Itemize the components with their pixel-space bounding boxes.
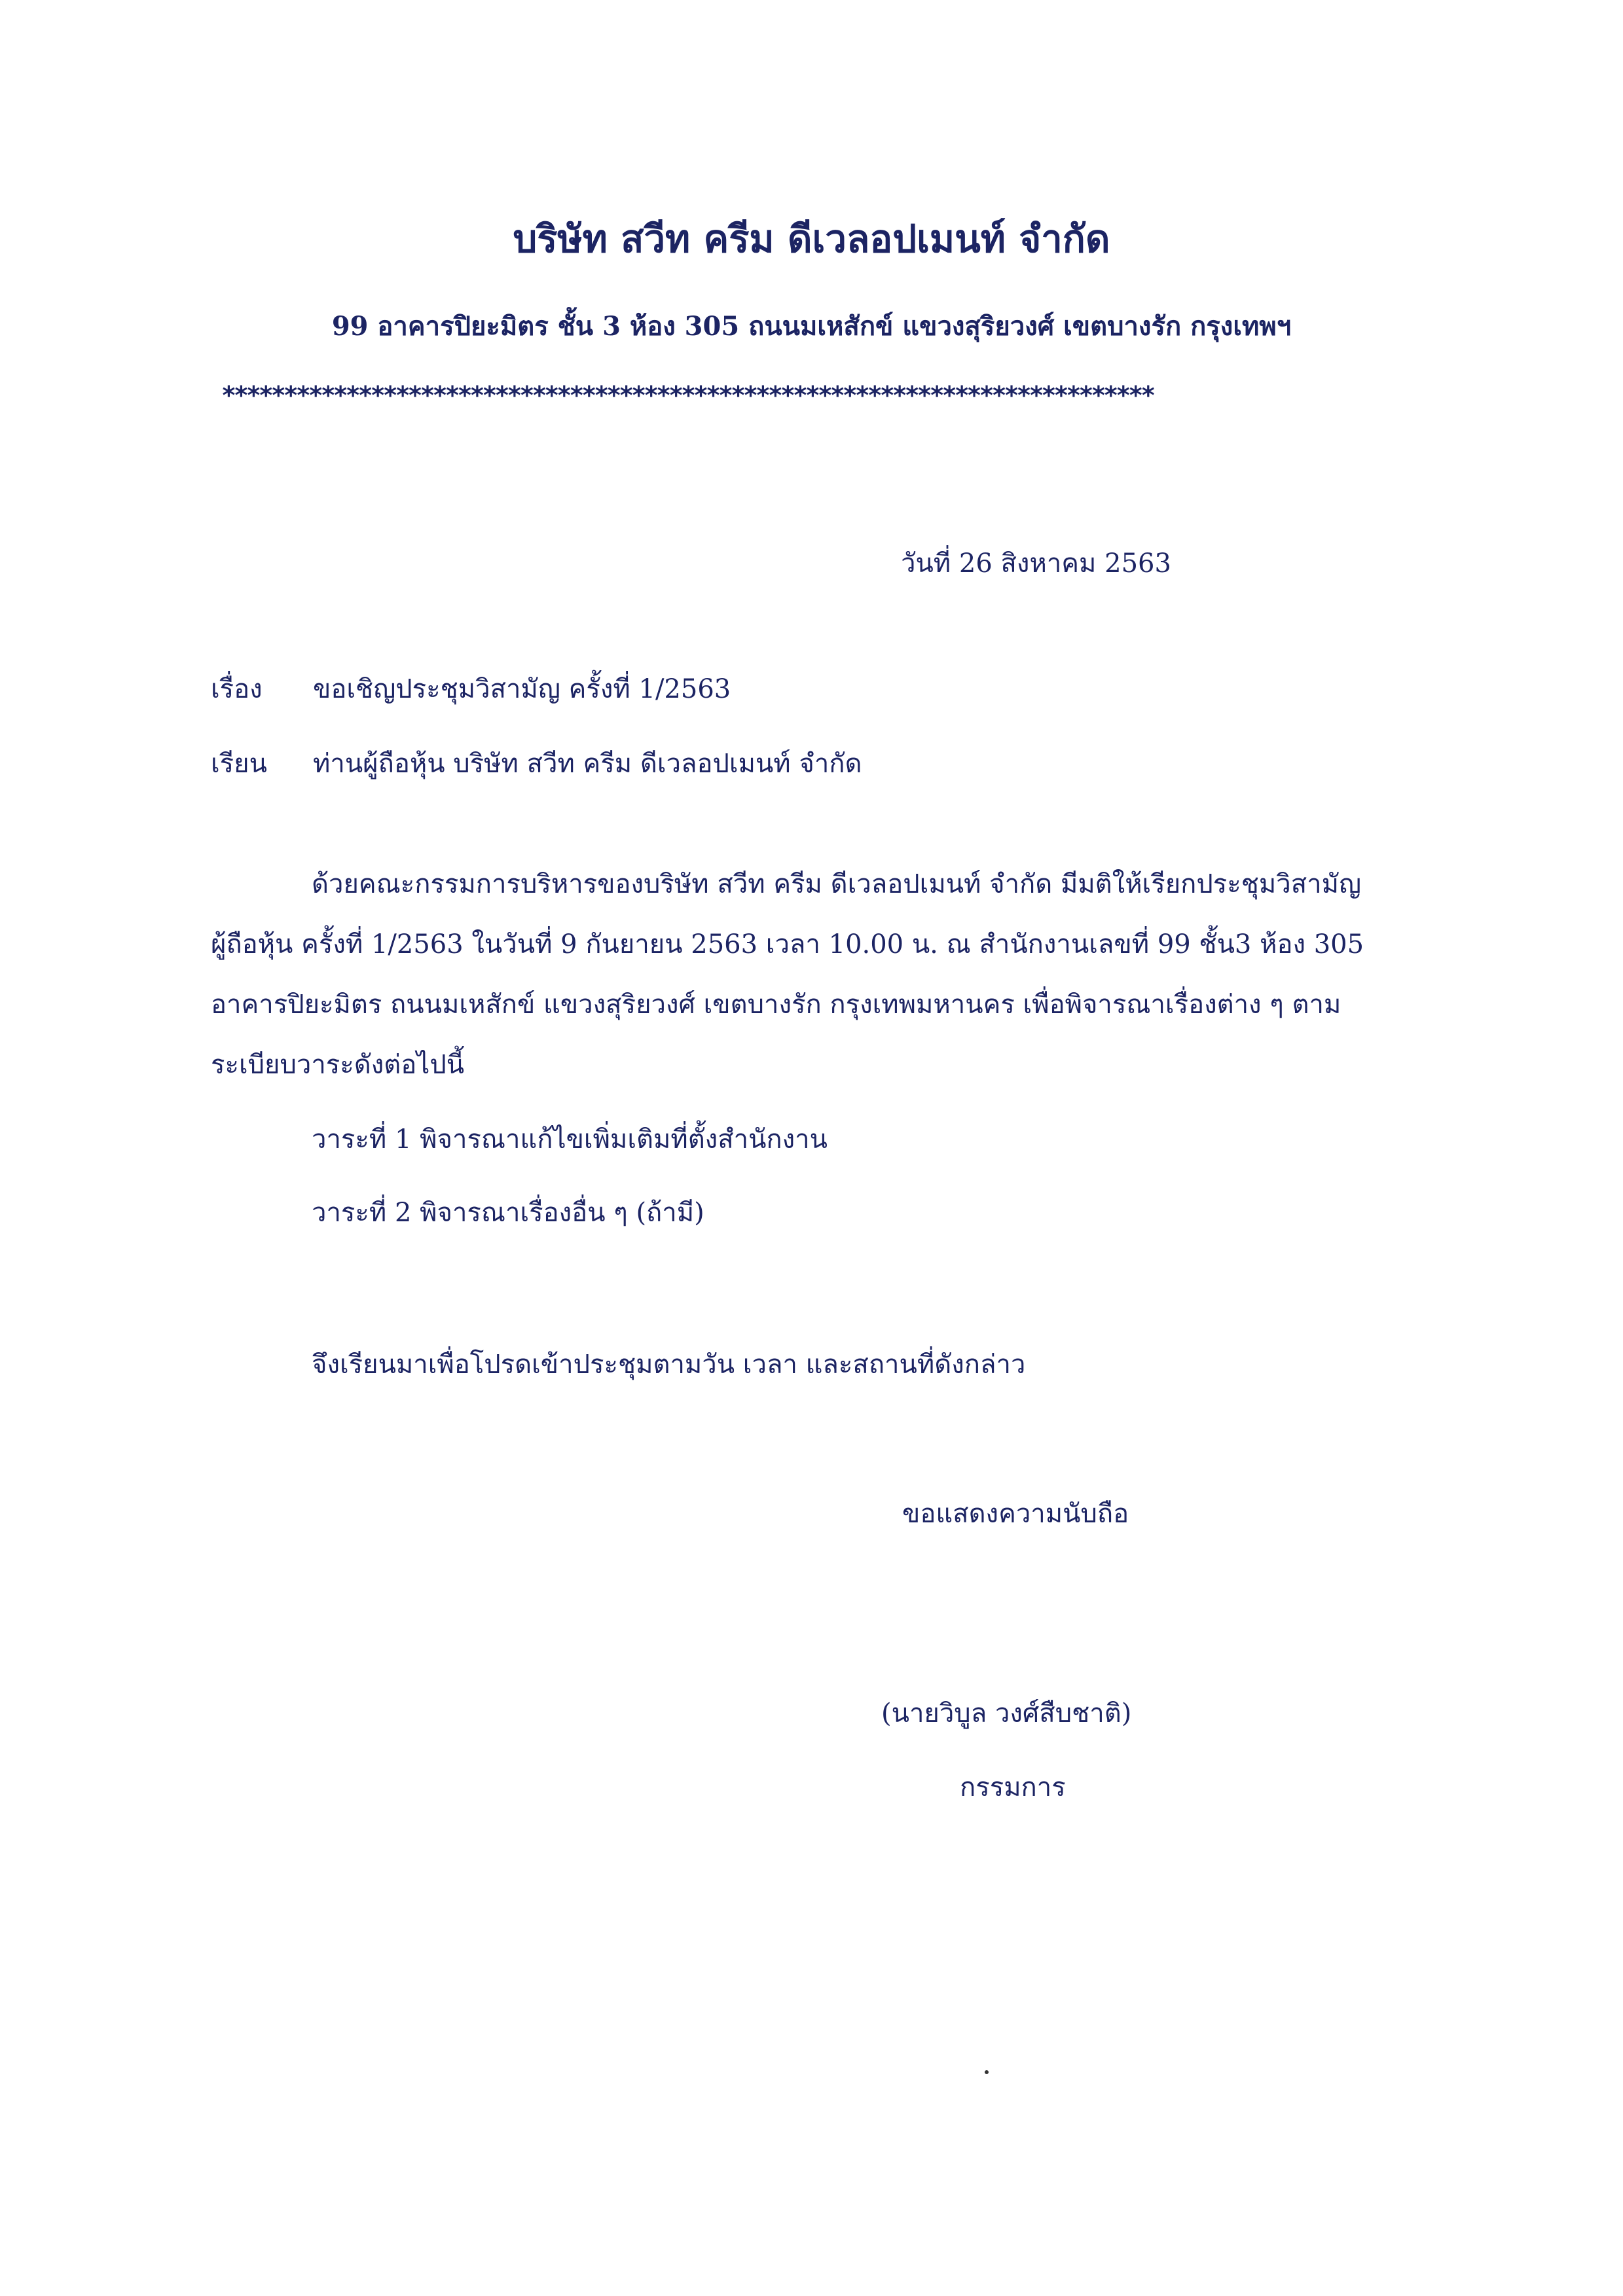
body-line: ผู้ถือหุ้น ครั้งที่ 1/2563 ในวันที่ 9 กันยายน 2563 เวลา 10.00 น. ณ สำนักงานเลขที่ 99 ชั้น3 ห้อง 305 xyxy=(211,929,1364,960)
agenda-item: วาระที่ 2 พิจารณาเรื่องอื่น ๆ (ถ้ามี) xyxy=(312,1198,704,1228)
subject-label: เรื่อง xyxy=(211,674,263,704)
scan-speck xyxy=(985,2070,989,2074)
body-line: ด้วยคณะกรรมการบริหารของบริษัท สวีท ครีม ดีเวลอปเมนท์ จำกัด มีมติให้เรียกประชุมวิสามัญ xyxy=(312,869,1362,899)
body-line: อาคารปิยะมิตร ถนนมเหสักข์ แขวงสุริยวงศ์ เขตบางรัก กรุงเทพมหานคร เพื่อพิจารณาเรื่องต่าง ๆ ตาม xyxy=(211,990,1341,1020)
company-name: บริษัท สวีท ครีม ดีเวลอปเมนท์ จำกัด xyxy=(513,217,1110,261)
letter-date: วันที่ 26 สิงหาคม 2563 xyxy=(901,548,1171,579)
recipient-label: เรียน xyxy=(211,749,267,779)
separator-line: *************************************************************************** xyxy=(221,381,1154,410)
signer-title: กรรมการ xyxy=(960,1772,1066,1803)
company-address: 99 อาคารปิยะมิตร ชั้น 3 ห้อง 305 ถนนมเหสักข์ แขวงสุริยวงศ์ เขตบางรัก กรุงเทพฯ xyxy=(331,311,1292,342)
body-line: ระเบียบวาระดังต่อไปนี้ xyxy=(211,1050,465,1080)
subject-value: ขอเชิญประชุมวิสามัญ ครั้งที่ 1/2563 xyxy=(313,674,731,704)
signer-name: (นายวิบูล วงศ์สืบชาติ) xyxy=(881,1698,1132,1729)
sign-off: ขอแสดงความนับถือ xyxy=(902,1499,1129,1529)
agenda-item: วาระที่ 1 พิจารณาแก้ไขเพิ่มเติมที่ตั้งสำนักงาน xyxy=(312,1124,828,1155)
closing-sentence: จึงเรียนมาเพื่อโปรดเข้าประชุมตามวัน เวลา และสถานที่ดังกล่าว xyxy=(312,1350,1026,1380)
recipient-value: ท่านผู้ถือหุ้น บริษัท สวีท ครีม ดีเวลอปเมนท์ จำกัด xyxy=(313,749,862,779)
